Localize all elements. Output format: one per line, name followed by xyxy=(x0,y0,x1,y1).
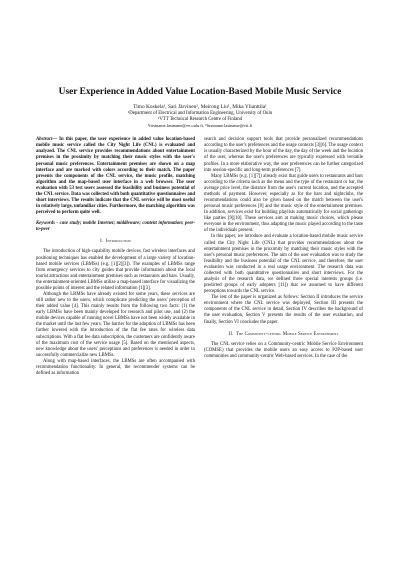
affiliation-2: ²VTT Technical Research Centre of Finland xyxy=(157,116,243,122)
section-title: The Community-centric Mobile Service Environment xyxy=(236,331,339,337)
paper-title: User Experience in Added Value Location-Based Mobile Music Service xyxy=(58,87,342,97)
keywords: Keywords - case study; mobile Internet; middleware; content information; peer-to-peer xyxy=(36,221,195,233)
author-list: Timo Koskela¹, Sari Järvinen², Meirong Liu¹, Mika Ylianttila¹ xyxy=(133,104,267,110)
section-heading-comse xyxy=(204,332,363,338)
intro-paragraph-6: The rest of the paper is organized as follows: Section II introduces the service environment where the CNL service was deployed, Section III presents the components of the CNL service in detail, Section IV describes the background of the user evaluation, Section V presents the results of the user evaluation, and finally, Section VI concludes the paper. xyxy=(204,295,363,325)
two-column-body xyxy=(36,137,364,377)
abstract xyxy=(36,137,195,216)
section-number: I. xyxy=(100,239,104,245)
intro-paragraph-4: Many LBMSs (e.g. [1][7]) already exist that guide users to restaurants and bars according to the criteria such as the menu and the type of the restaurant or bar, the average price level, the distance from the user's current location, and the accepted methods of payment. However, especially as for the bars and nightclubs, the recommendations could also be given based on the match between the user's personal music preferences [8] and the music style of the entertainment premises. In addition, services exist for building playlists automatically for social gatherings like parties [9][10]. These services aim at making music choices, which please everyone in the environment, thus adapting the music played according to the taste of the individuals present. xyxy=(204,173,363,234)
intro-paragraph-3-continued: search and decision support tools that provide personalized recommendations according to the user's preferences and the usage contexts [3][6]. The usage context is usually characterized by the hour of the day, the day of the week and the location of the user, whereas the user's preferences are typically expressed with versatile profiles. In a more elaborative way, the user preferences can be further categorized into session-specific and long-term preferences [7]. xyxy=(204,137,363,173)
intro-paragraph-3: Along with map-based interfaces, the LBMSs are often accompanied with recommendation functionality. In general, the recommender systems can be defined as information xyxy=(36,358,195,376)
intro-paragraph-2: Although the LBMSs have already existed for some years, these services are still rather new to the users, which complicate predicting the users' perception of their added value [4]. This mainly results from the following two facts: (1) the early LBMSs have been mainly developed for research and pilot use, and (2) the mobile devices capable of running novel LBMSs have not been widely available in the market until the last few years. The barrier for the adoption of LBMSs has been further lowered with the introduction of the flat fee rates for wireless data subscriptions. With a flat fee data subscription, the customers are confidently aware of the maximum cost of the service usage [5]. Based on the mentioned aspects, new knowledge about the users' perceptions and preferences is needed in order to successfully commercialize new LBMSs. xyxy=(36,291,195,358)
section-heading-introduction xyxy=(36,239,195,245)
intro-paragraph-5: In this paper, we introduce and evaluate a location-based mobile music service called the City Night Life (CNL) that provides recommendations about the entertainment premises in the proximity by matching their music styles with the user's personal music preferences. The aim of the user evaluation was to study the feasibility and the business potential of the CNL service, and therefore, the user evaluation was conducted in a real usage environment. The research data was collected with both quantitative questionnaires and short interviews. For the analysis of the research data, we defined three special interests groups (i.e. predicted groups of early adopters [11]) that we assumed to have different perceptions towards the CNL service. xyxy=(204,234,363,295)
comse-paragraph-1: The CNL service relies on a Community-centric Mobile Service Environment (COMSE) that provides the mobile users an easy access to P2P-based user communities and community-centric Web-based services. In the case of the xyxy=(204,341,363,359)
author-emails: ¹firstname.lastname@ee.oulu.fi, ²firstname.lastname@vtt.fi xyxy=(147,122,253,128)
abstract-label: Abstract— xyxy=(36,137,58,143)
right-column xyxy=(204,137,363,377)
section-number: II. xyxy=(228,331,234,337)
intro-paragraph-1: The introduction of high-capability mobile devices, fast wireless interfaces and positioning techniques has enabled the development of a large variety of location-based mobile services (LBMSs) (e.g. [1][2][3]). The examples of LBMSs range from emergency services to city guides that provide information about the local tourist attractions and entertainment premises such as restaurants and bars. Usually, the entertainment-oriented LBMSs utilize a map-based interface for visualizing the possible points of interest and the related information [1][3]. xyxy=(36,249,195,291)
affiliation-1: ¹Department of Electrical and Information Engineering, University of Oulu xyxy=(127,110,273,116)
left-column xyxy=(36,137,195,377)
abstract-text: In this paper, the user experience in added value location-based mobile music service called the City Night Life (CNL) is evaluated and analyzed. The CNL service provides recommendations about entertainment premises in the proximity by matching their music styles with the user's personal music preferences. Entertainment premises are shown on a map interface and are marked with colors according to their match. The paper presents the components of the CNL service, the music profile, matching algorithm and the map-based user interface in a web browser. The user evaluation with 53 test users assessed the feasibility and business potential of the CNL service. Data was collected with both quantitative questionnaires and short interviews. The results indicate that the CNL service will be most useful in relatively large, unfamiliar cities. Furthermore, the matching algorithm was perceived to perform quite well. xyxy=(36,137,195,216)
section-title: Introduction xyxy=(105,239,131,245)
